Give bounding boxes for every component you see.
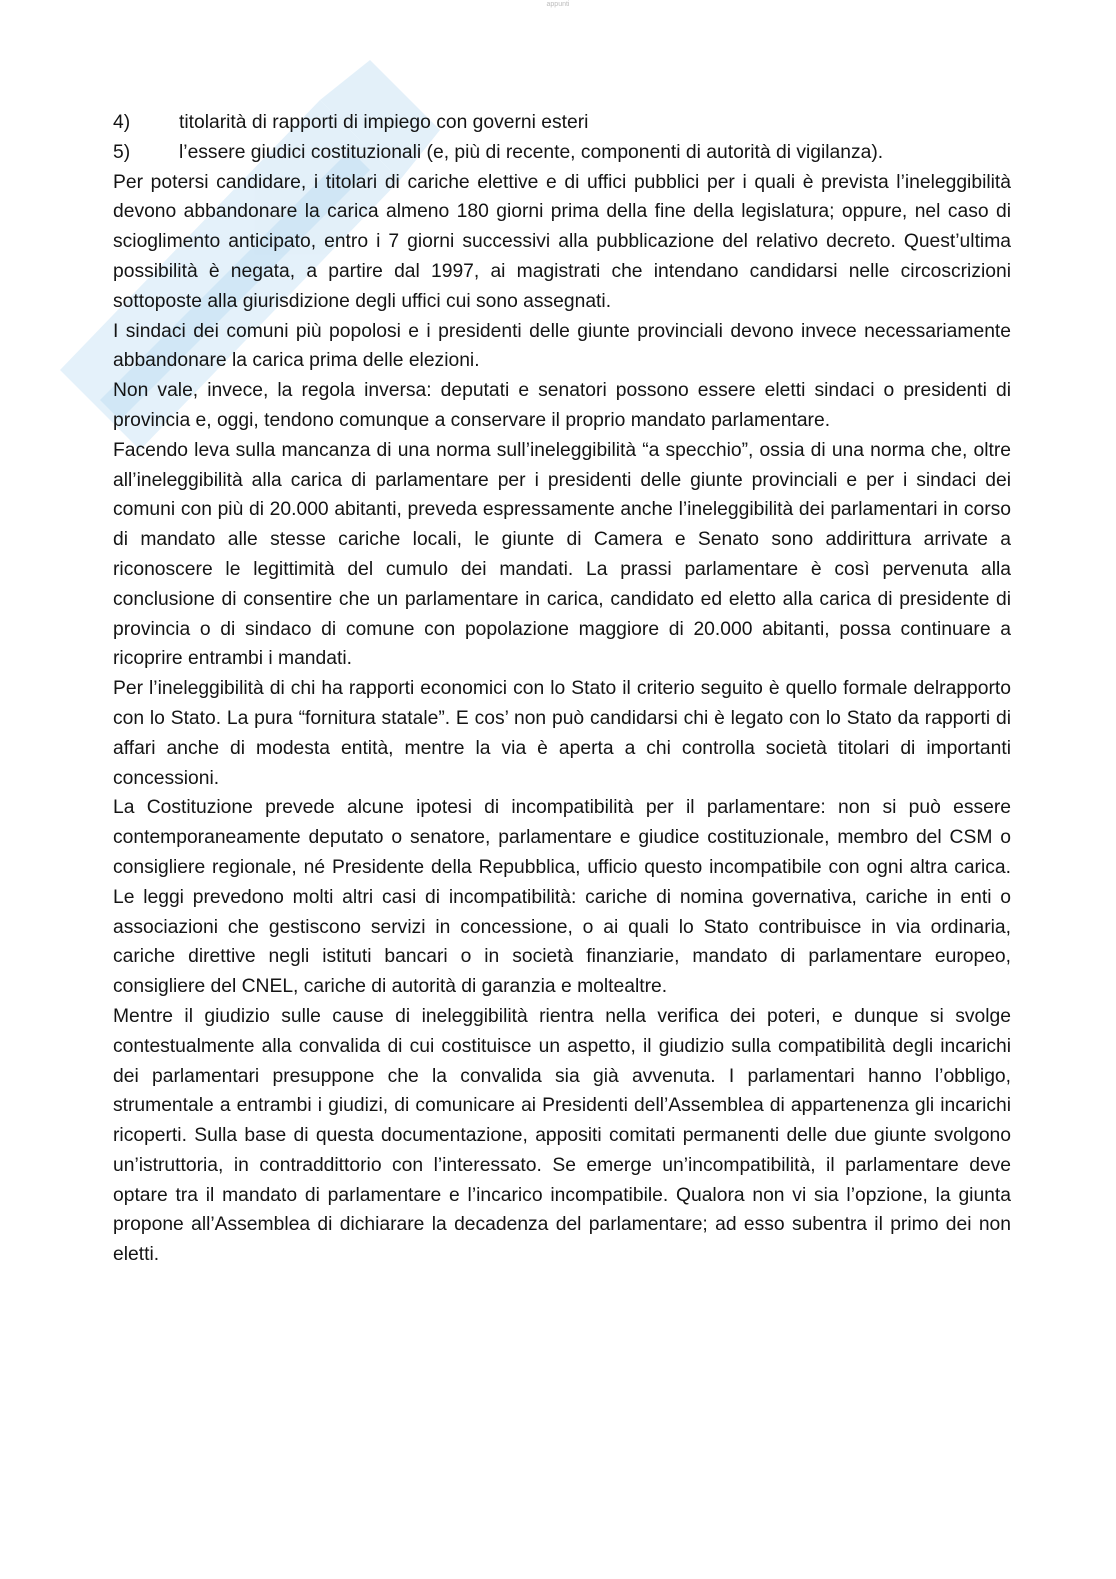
paragraph: La Costituzione prevede alcune ipotesi di incompatibilità per il parlamentare: non si può essere contemporaneamente deputato o senatore, parlamentare e giudice costituzionale, membro del CSM o consigliere regionale, né Presidente della Repubblica, ufficio questo incompatibile con ogni altra carica. Le leggi prevedono molti altri casi di incompatibilità: cariche di nomina governativa, cariche in enti o associazioni che gestiscono servizi in concessione, o ai quali lo Stato contribuisce in via ordinaria, cariche direttive negli istituti bancari o in società finanziarie, mandato di parlamentare europeo, consigliere del CNEL, cariche di autorità di garanzia e moltealtre. (113, 797, 1011, 998)
paragraph: Facendo leva sulla mancanza di una norma sull’ineleggibilità “a specchio”, ossia di una norma che, oltre all’ineleggibilità alla carica di parlamentare per i presidenti delle giunte provinciali e per i sindaci dei comuni con più di 20.000 abitanti, preveda espressamente anche l’ineleggibilità dei parlamentari in corso di mandato alle stesse cariche locali, le giunte di Camera e Senato sono addirittura arrivate a riconoscere le legittimità del cumulo dei mandati. La prassi parlamentare è così pervenuta alla conclusione di consentire che un parlamentare in carica, candidato ed eletto alla carica di presidente di provincia o di sindaco di comune con popolazione maggiore di 20.000 abitanti, possa continuare a ricoprire entrambi i mandati. (113, 439, 1011, 670)
paragraph: Mentre il giudizio sulle cause di ineleggibilità rientra nella verifica dei poteri, e dunque si svolge contestualmente alla convalida di cui costituisce un aspetto, il giudizio sulla compatibilità degli incarichi dei parlamentari presuppone che la convalida sia già avvenuta. I parlamentari hanno l’obbligo, strumentale a entrambi i giudizi, di comunicare ai Presidenti dell’Assemblea di appartenenza gli incarichi ricoperti. Sulla base di questa documentazione, appositi comitati permanenti delle due giunte svolgono un’istruttoria, in contraddittorio con l’interessato. Se emerge un’incompatibilità, il parlamentare deve optare tra il mandato di parlamentare e l’incarico incompatibile. Qualora non vi sia l’opzione, la giunta propone all’Assemblea di dichiarare la decadenza del parlamentare; ad esso subentra il primo dei non eletti. (113, 1005, 1011, 1266)
list-number: 5) (113, 141, 131, 163)
document-body (113, 108, 1011, 1270)
paragraph: Per l’ineleggibilità di chi ha rapporti economici con lo Stato il criterio seguito è quello formale delrapporto con lo Stato. La pura “fornitura statale”. E cos’ non può candidarsi chi è legato con lo Stato da rapporti di affari anche di modesta entità, mentre la via è aperta a chi controlla società titolari di importanti concessioni. (113, 678, 1011, 789)
list-number: 4) (113, 112, 131, 133)
paragraph: I sindaci dei comuni più popolosi e i presidenti delle giunte provinciali devono invece necessariamente abbandonare la carica prima delle elezioni. (113, 320, 1011, 372)
list-text: titolarità di rapporti di impiego con governi esteri (179, 112, 589, 133)
page-header-mark: appunti (546, 1, 570, 8)
list-item (113, 138, 1011, 168)
list-text: l’essere giudici costituzionali (e, più di recente, componenti di autorità di vigilanza). (179, 141, 884, 163)
paragraph: Per potersi candidare, i titolari di cariche elettive e di uffici pubblici per i quali è prevista l’ineleggibilità devono abbandonare la carica almeno 180 giorni prima della fine della legislatura; oppure, nel caso di scioglimento anticipato, entro i 7 giorni successivi alla pubblicazione del relativo decreto. Quest’ultima possibilità è negata, a partire dal 1997, ai magistrati che intendano candidarsi nelle circoscrizioni sottoposte alla giurisdizione degli uffici cui sono assegnati. (113, 171, 1011, 312)
list-item (113, 108, 1011, 138)
paragraph: Non vale, invece, la regola inversa: deputati e senatori possono essere eletti sindaci o presidenti di provincia e, oggi, tendono comunque a conservare il proprio mandato parlamentare. (113, 380, 1011, 431)
